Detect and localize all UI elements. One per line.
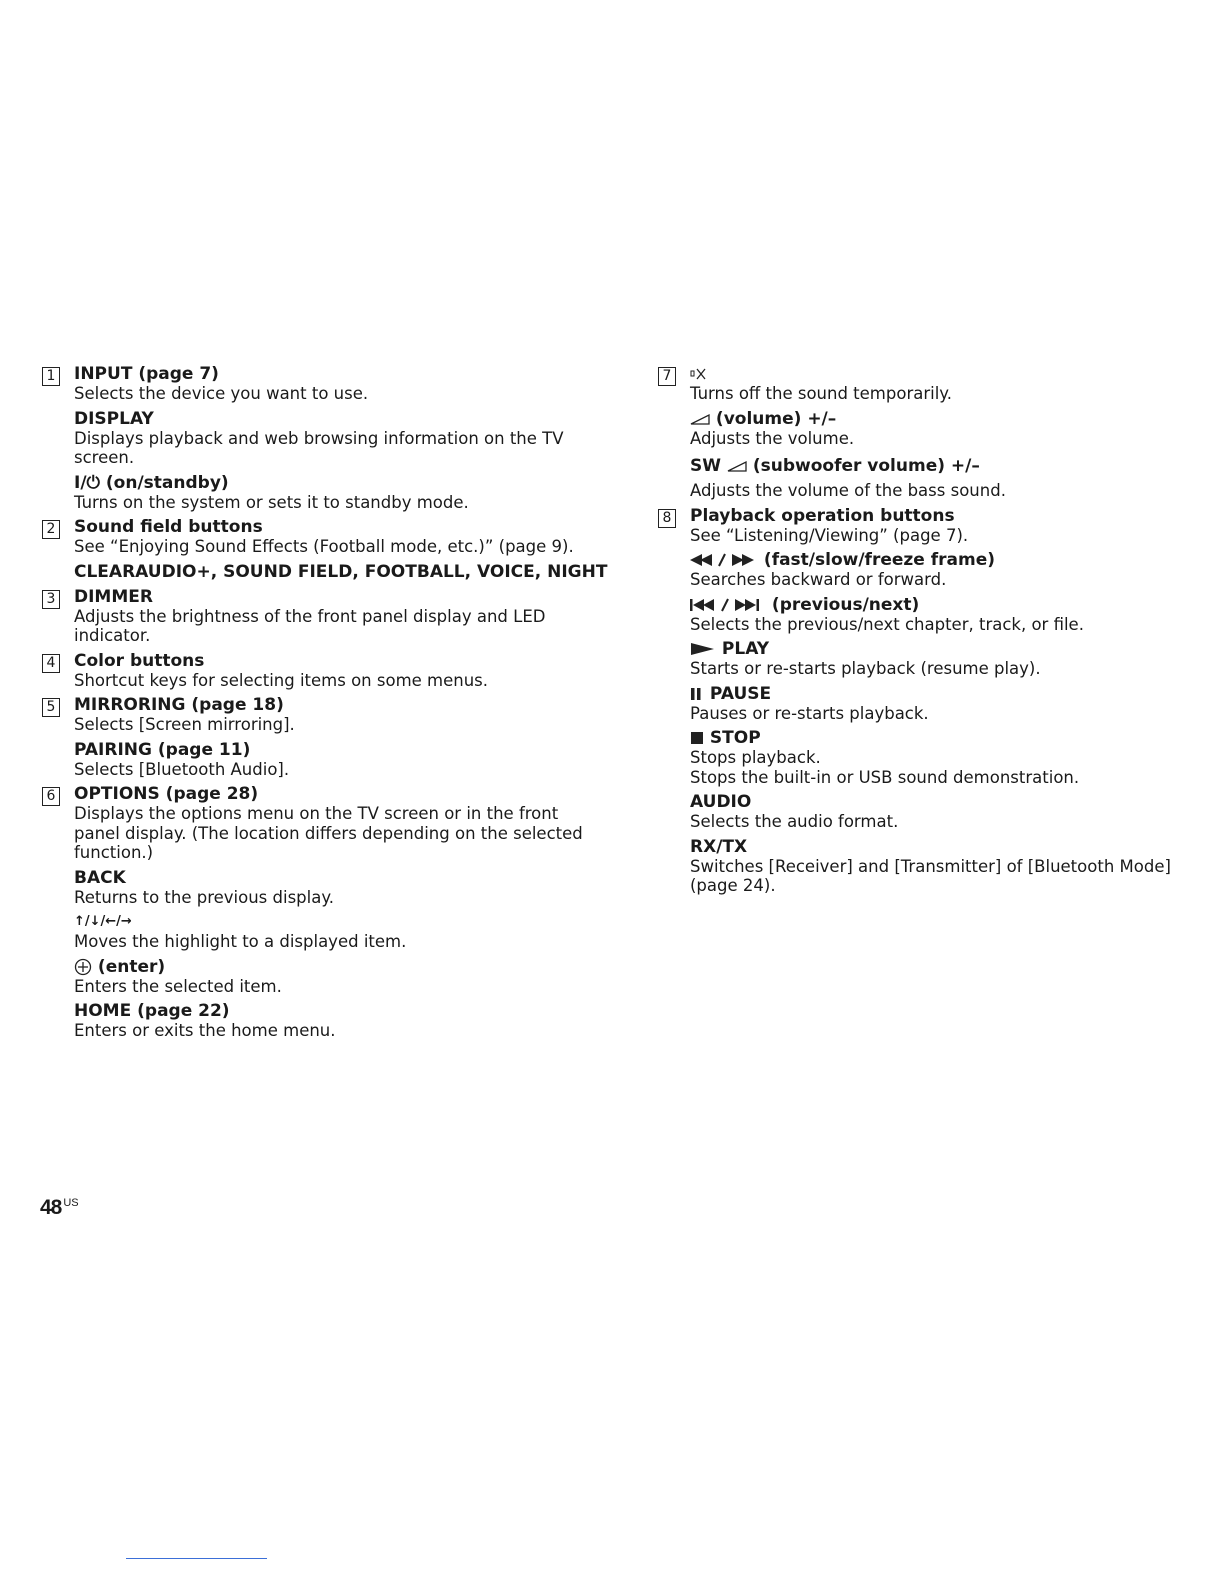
arrows-desc: Moves the highlight to a displayed item. xyxy=(74,932,407,951)
rewind-forward-icon xyxy=(690,553,758,567)
volume-term: (volume) +/– xyxy=(715,408,837,429)
color-buttons-term: Color buttons xyxy=(74,650,205,671)
power-term: (on/standby) xyxy=(105,472,229,493)
play-term-line xyxy=(690,639,1178,659)
pause-term-line xyxy=(690,684,1178,704)
item-5 xyxy=(42,695,602,779)
rxtx-term: RX/TX xyxy=(690,836,748,857)
page-number-value: 48 xyxy=(40,1196,62,1219)
sound-field-sub-term: CLEARAUDIO+, SOUND FIELD, FOOTBALL, VOICE, NIGHT xyxy=(74,561,608,582)
left-column xyxy=(42,364,608,1046)
sw-term: (subwoofer volume) +/– xyxy=(752,456,980,476)
sound-field-term: Sound field buttons xyxy=(74,517,263,537)
item-4 xyxy=(42,651,602,691)
item-2 xyxy=(42,517,608,587)
item-8 xyxy=(658,506,1178,896)
pause-icon xyxy=(690,687,704,701)
prevnext-term-line xyxy=(690,595,1178,615)
item-number: 8 xyxy=(658,509,676,528)
volume-term-line xyxy=(690,409,1178,429)
sw-desc: Adjusts the volume of the bass sound. xyxy=(690,481,1006,500)
stop-desc-1: Stops playback. xyxy=(690,748,821,767)
volume-icon xyxy=(690,413,710,425)
dimmer-desc: Adjusts the brightness of the front panel display and LED indicator. xyxy=(74,606,546,645)
pause-desc: Pauses or re-starts playback. xyxy=(690,703,929,723)
play-icon xyxy=(690,642,716,656)
item-number: 6 xyxy=(42,787,60,806)
volume-desc: Adjusts the volume. xyxy=(690,428,855,448)
pairing-desc: Selects [Bluetooth Audio]. xyxy=(74,759,290,779)
item-number: 4 xyxy=(42,654,60,673)
arrows-term: ↑/↓/←/→ xyxy=(74,914,132,929)
input-term: INPUT (page 7) xyxy=(74,364,219,384)
previous-next-icon xyxy=(690,598,766,612)
audio-term: AUDIO xyxy=(690,792,752,812)
item-3 xyxy=(42,587,602,646)
item-number: 5 xyxy=(42,698,60,717)
power-term-line xyxy=(74,473,602,493)
display-term: DISPLAY xyxy=(74,408,154,429)
sound-field-desc: See “Enjoying Sound Effects (Football mode, etc.)” (page 9). xyxy=(74,537,574,556)
fast-desc: Searches backward or forward. xyxy=(690,570,947,589)
page-number xyxy=(40,1196,79,1220)
sw-prefix: SW xyxy=(690,456,721,476)
prevnext-term: (previous/next) xyxy=(771,594,920,615)
home-desc: Enters or exits the home menu. xyxy=(74,1021,336,1040)
enter-term-line xyxy=(74,957,602,977)
rxtx-desc: Switches [Receiver] and [Transmitter] of [Bluetooth Mode] (page 24). xyxy=(690,856,1171,895)
mirroring-term: MIRRORING (page 18) xyxy=(74,695,284,715)
page-number-suffix: US xyxy=(63,1197,79,1209)
item-6 xyxy=(42,784,602,1041)
item-number: 2 xyxy=(42,520,60,539)
options-desc: Displays the options menu on the TV screen or in the front panel display. (The location differs depending on the selected function.) xyxy=(74,804,583,862)
back-term: BACK xyxy=(74,867,126,888)
mute-desc: Turns off the sound temporarily. xyxy=(690,384,952,403)
mute-icon xyxy=(690,366,708,382)
stop-term: STOP xyxy=(709,728,761,748)
home-term: HOME (page 22) xyxy=(74,1001,230,1021)
stop-desc-2: Stops the built-in or USB sound demonstration. xyxy=(690,767,1080,787)
item-number: 3 xyxy=(42,590,60,609)
color-buttons-desc: Shortcut keys for selecting items on some menus. xyxy=(74,670,489,690)
audio-desc: Selects the audio format. xyxy=(690,812,899,831)
enter-icon xyxy=(74,958,92,976)
enter-desc: Enters the selected item. xyxy=(74,976,282,996)
item-number: 7 xyxy=(658,367,676,386)
volume-icon xyxy=(727,460,747,472)
input-desc: Selects the device you want to use. xyxy=(74,384,369,403)
item-1 xyxy=(42,364,602,512)
right-column xyxy=(658,364,1178,901)
play-term: PLAY xyxy=(721,639,770,659)
playback-term: Playback operation buttons xyxy=(690,505,955,526)
dimmer-term: DIMMER xyxy=(74,586,153,607)
mute-term-line xyxy=(690,364,1178,384)
power-symbol: I/⏻ xyxy=(74,472,100,493)
prevnext-desc: Selects the previous/next chapter, track, or file. xyxy=(690,614,1084,634)
pause-term: PAUSE xyxy=(709,683,772,704)
bottom-rule xyxy=(126,1558,267,1559)
options-term: OPTIONS (page 28) xyxy=(74,784,259,804)
fast-term-line xyxy=(690,550,1178,570)
stop-term-line xyxy=(690,728,1178,748)
power-desc: Turns on the system or sets it to standby mode. xyxy=(74,492,469,512)
mirroring-desc: Selects [Screen mirroring]. xyxy=(74,715,295,734)
enter-term: (enter) xyxy=(97,956,166,977)
play-desc: Starts or re-starts playback (resume play). xyxy=(690,659,1041,678)
item-7 xyxy=(658,364,1178,501)
item-number: 1 xyxy=(42,367,60,386)
display-desc: Displays playback and web browsing information on the TV screen. xyxy=(74,428,564,467)
pairing-term: PAIRING (page 11) xyxy=(74,739,251,760)
sw-term-line xyxy=(690,456,1178,476)
playback-desc: See “Listening/Viewing” (page 7). xyxy=(690,525,969,545)
back-desc: Returns to the previous display. xyxy=(74,887,334,907)
fast-term: (fast/slow/freeze frame) xyxy=(763,550,995,570)
stop-icon xyxy=(690,731,704,745)
